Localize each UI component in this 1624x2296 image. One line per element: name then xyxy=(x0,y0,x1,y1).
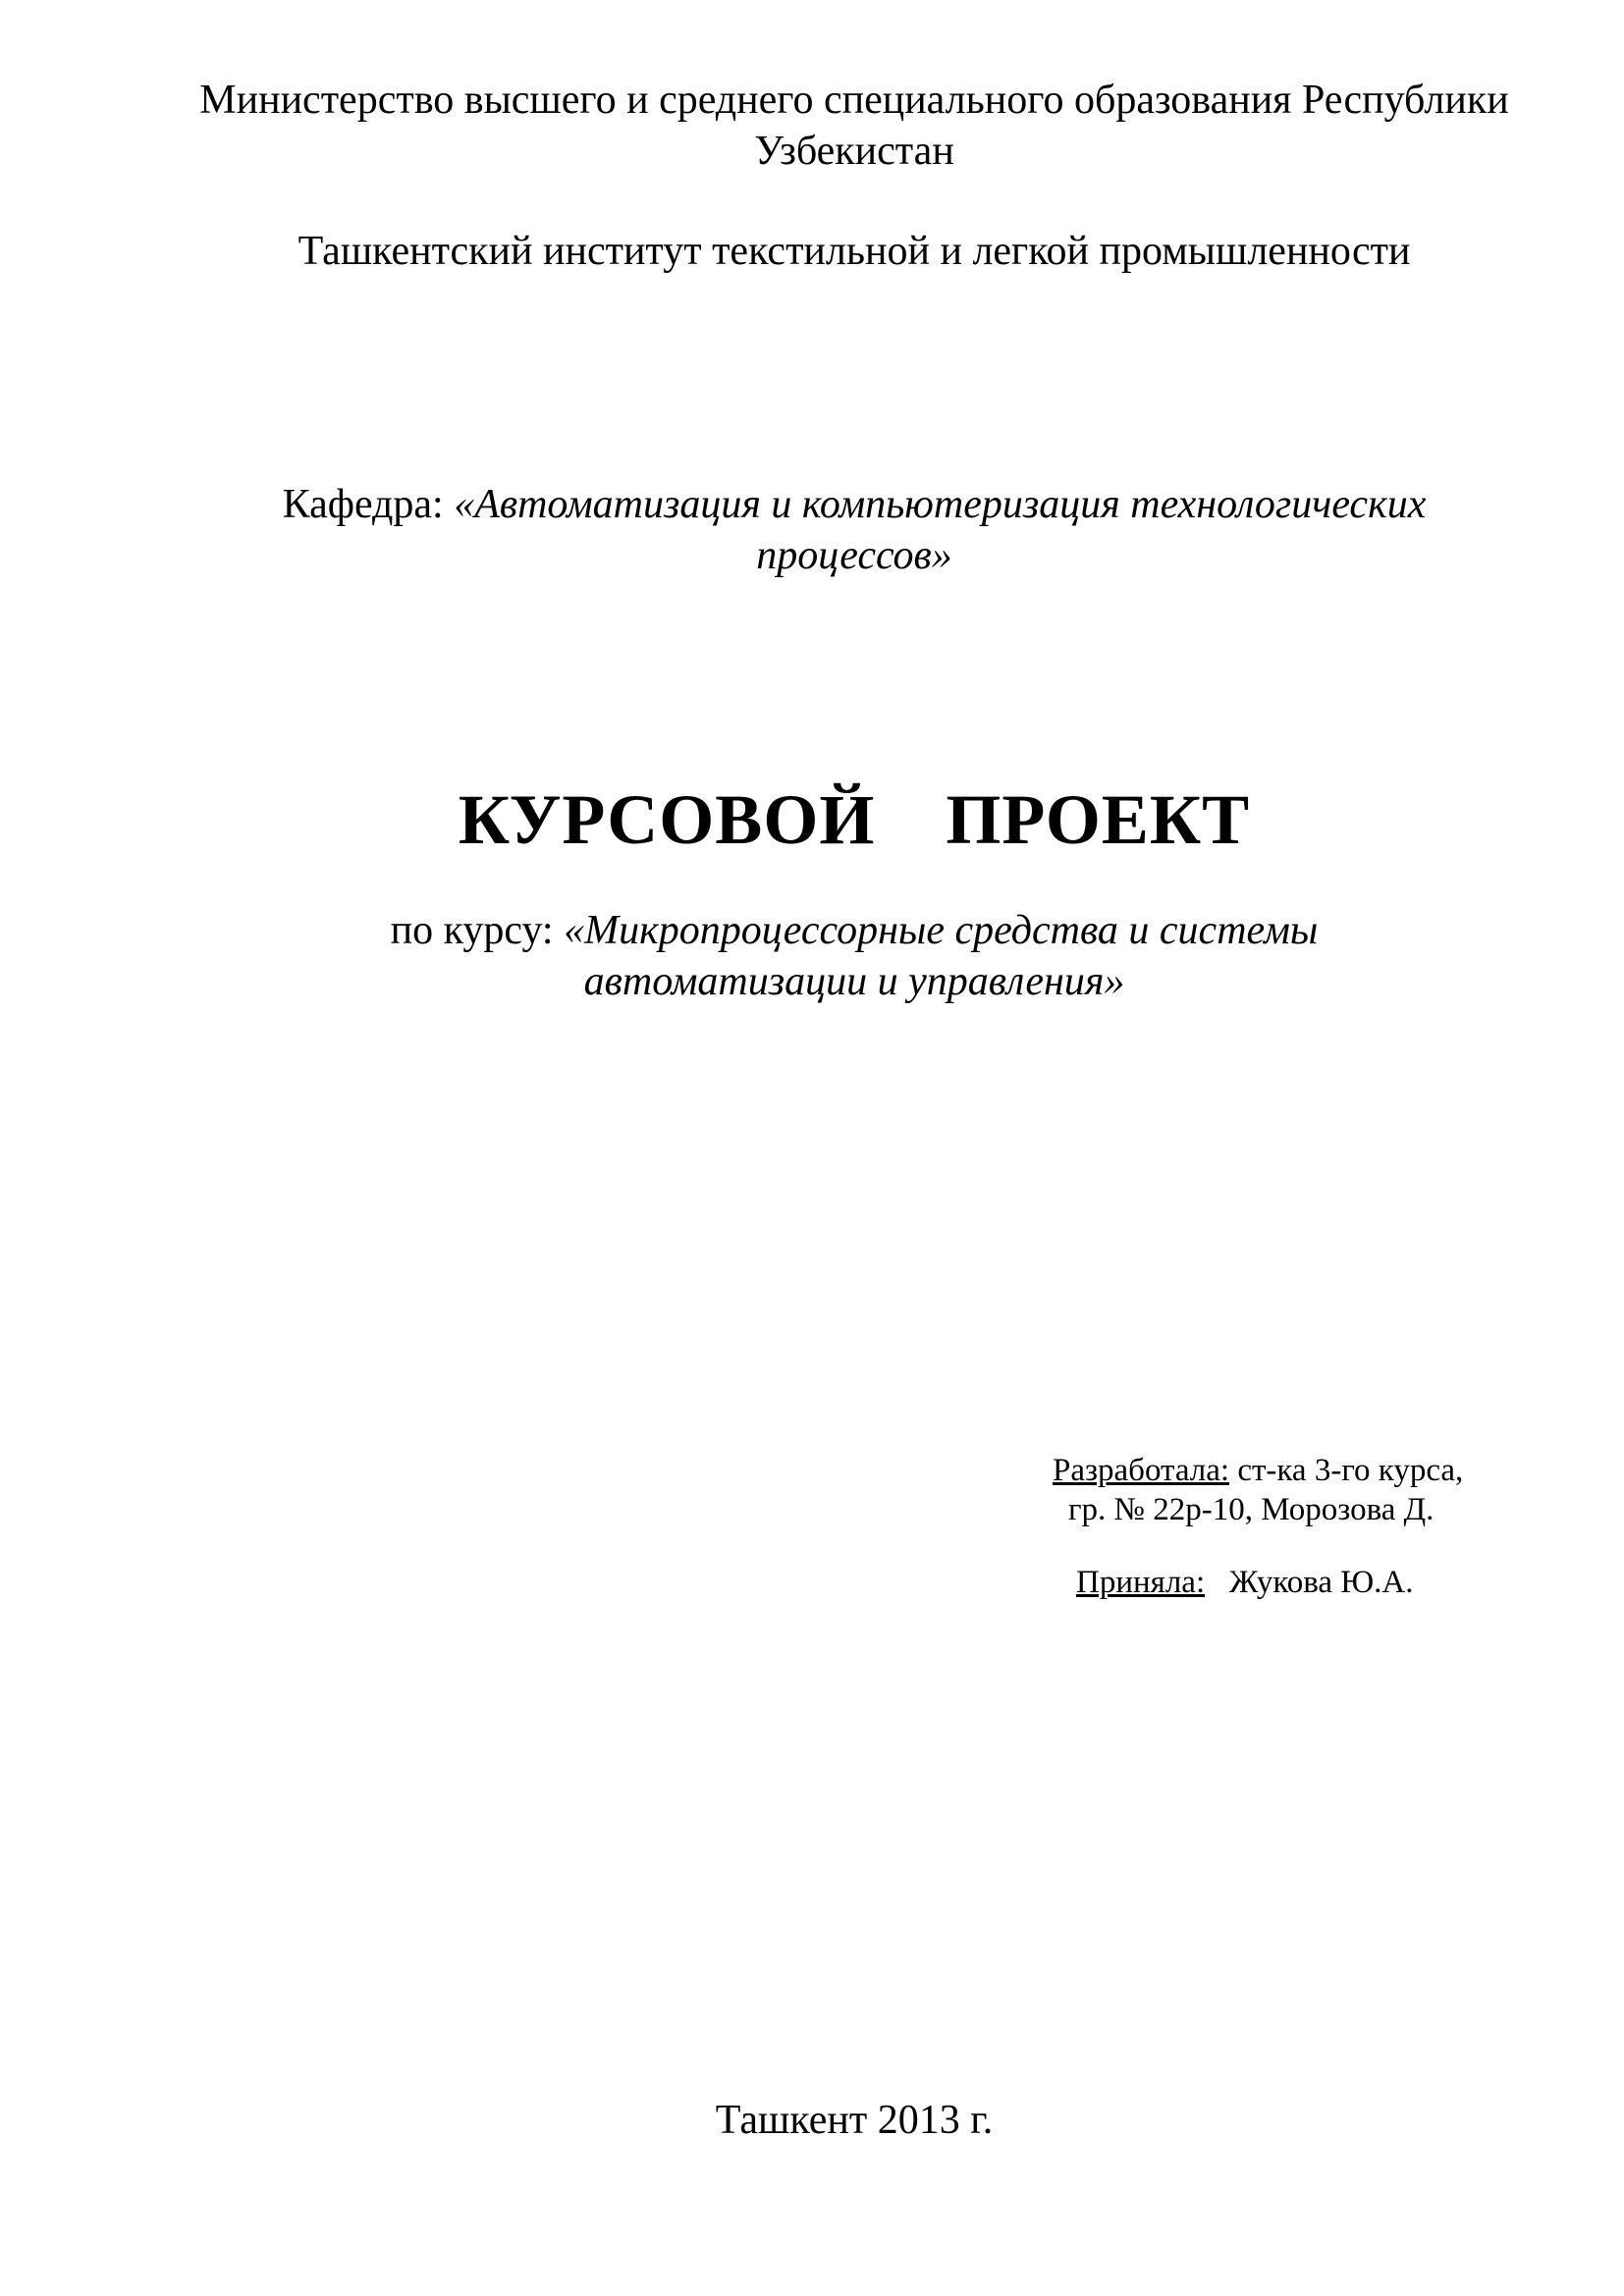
course-label: по курсу: xyxy=(390,908,554,953)
accepted-label: Приняла: xyxy=(1076,1565,1206,1600)
institute-name: Ташкентский институт текстильной и легкой промышленности xyxy=(298,229,1411,274)
course-name-2: автоматизации и управления» xyxy=(583,959,1125,1004)
course-block xyxy=(118,905,1591,1007)
city-year-text: Ташкент 2013 г. xyxy=(715,2098,994,2143)
ministry-line-1: Министерство высшего и среднего специального образования Республики xyxy=(199,78,1509,123)
accepted-by-block xyxy=(1001,1563,1587,1602)
institute-heading xyxy=(118,226,1591,277)
title-word-2: ПРОЕКТ xyxy=(946,780,1251,859)
department-name-1: «Автоматизация и компьютеризация технологических xyxy=(454,482,1427,527)
department-block xyxy=(118,479,1591,581)
developed-line-2: гр. № 22р-10, Морозова Д. xyxy=(1068,1492,1435,1527)
accepted-name: Жукова Ю.А. xyxy=(1228,1565,1414,1600)
course-line-1 xyxy=(118,905,1591,956)
ministry-line-2: Узбекистан xyxy=(754,129,954,174)
developed-by-block xyxy=(1001,1451,1512,1529)
developed-text-1: ст-ка 3-го курса, xyxy=(1237,1453,1464,1488)
department-label: Кафедра: xyxy=(282,482,444,527)
title-word-1: КУРСОВОЙ xyxy=(458,780,876,859)
accepted-line xyxy=(1076,1563,1587,1602)
department-name-2: процессов» xyxy=(756,533,952,578)
department-line-1 xyxy=(118,479,1591,530)
course-name-1: «Микропроцессорные средства и системы xyxy=(564,908,1319,953)
developed-line-1 xyxy=(1001,1451,1512,1490)
city-year xyxy=(118,2095,1591,2146)
document-title xyxy=(118,775,1591,864)
ministry-heading xyxy=(118,75,1591,177)
developed-label: Разработала: xyxy=(1053,1453,1230,1488)
